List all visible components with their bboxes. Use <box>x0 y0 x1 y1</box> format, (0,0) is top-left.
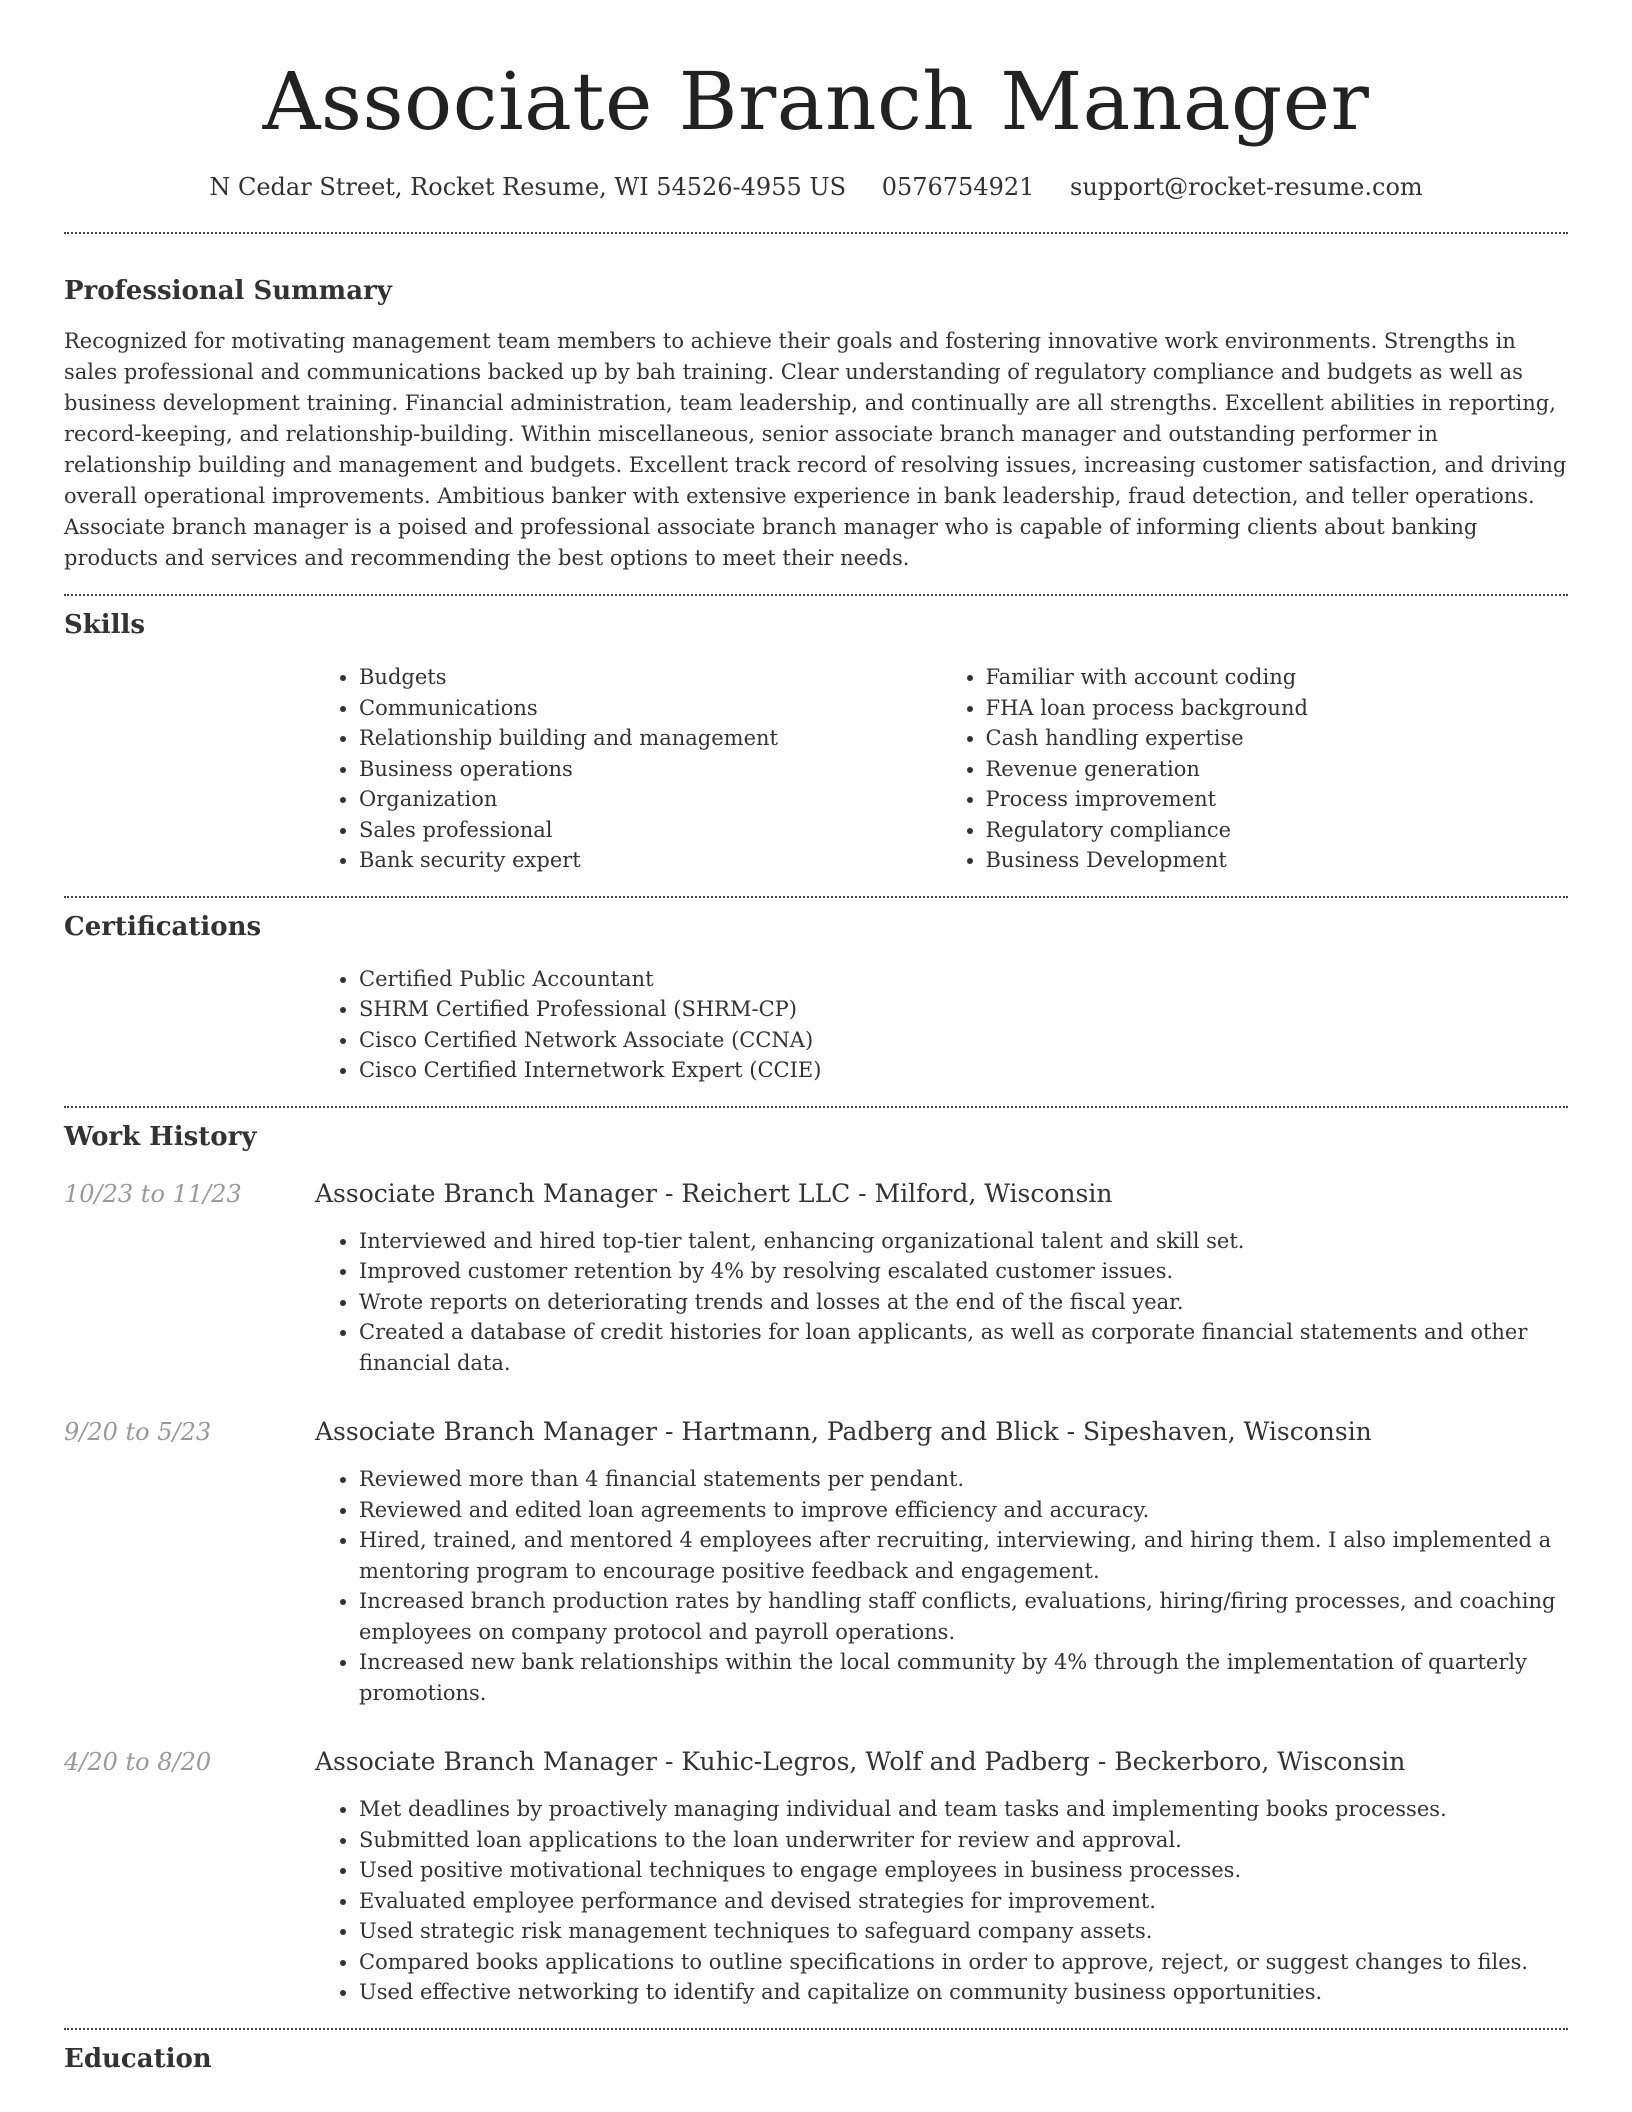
job-header <box>64 1416 1568 1448</box>
skill-item: • Bank security expert <box>359 845 942 876</box>
certifications-heading: Certifications <box>64 911 262 942</box>
job-header <box>64 1746 1568 1778</box>
certification-item: • Cisco Certified Internetwork Expert (CCIE) <box>359 1055 1568 1086</box>
certification-item: • Cisco Certified Network Associate (CCNA) <box>359 1025 1568 1056</box>
job-bullet: • Reviewed more than 4 financial statements per pendant. <box>359 1464 1568 1495</box>
section-divider <box>64 896 1568 898</box>
job-bullet: • Wrote reports on deteriorating trends and losses at the end of the fiscal year. <box>359 1287 1568 1318</box>
skills-heading: Skills <box>64 610 146 640</box>
contact-address: N Cedar Street, Rocket Resume, WI 54526-4955 US <box>209 173 847 201</box>
job-bullets <box>315 1226 1568 1379</box>
job-entry <box>64 1178 1568 1379</box>
resume-name: Associate Branch Manager <box>262 55 1370 148</box>
skill-item: • Business operations <box>359 754 942 785</box>
skill-item: • FHA loan process background <box>986 693 1569 724</box>
section-divider <box>64 594 1568 596</box>
job-bullet: • Evaluated employee performance and devised strategies for improvement. <box>359 1886 1568 1917</box>
certification-item: • Certified Public Accountant <box>359 964 1568 995</box>
job-bullet: • Increased branch production rates by handling staff conflicts, evaluations, hiring/firing processes, and coaching employees on company protocol and payroll operations. <box>359 1586 1568 1647</box>
skills-list <box>315 662 1568 876</box>
job-bullet: • Met deadlines by proactively managing individual and team tasks and implementing books processes. <box>359 1794 1568 1825</box>
skill-item: • Cash handling expertise <box>986 723 1569 754</box>
skill-item: • Regulatory compliance <box>986 815 1569 846</box>
summary-heading: Professional Summary <box>64 276 392 306</box>
job-bullet: • Increased new bank relationships within the local community by 4% through the implementation of quarterly promotions. <box>359 1647 1568 1708</box>
job-bullets <box>315 1464 1568 1708</box>
certifications-list <box>315 964 1568 1086</box>
job-bullet: • Used strategic risk management techniques to safeguard company assets. <box>359 1916 1568 1947</box>
job-bullet: • Hired, trained, and mentored 4 employees after recruiting, interviewing, and hiring them. I also implemented a mentoring program to encourage positive feedback and engagement. <box>359 1525 1568 1586</box>
job-bullet: • Submitted loan applications to the loan underwriter for review and approval. <box>359 1825 1568 1856</box>
skill-item: • Budgets <box>359 662 942 693</box>
job-title: Associate Branch Manager - Kuhic-Legros, Wolf and Padberg - Beckerboro, Wisconsin <box>315 1747 1406 1776</box>
job-bullet: • Reviewed and edited loan agreements to improve efficiency and accuracy. <box>359 1495 1568 1526</box>
skill-item: • Familiar with account coding <box>986 662 1569 693</box>
job-bullet: • Improved customer retention by 4% by resolving escalated customer issues. <box>359 1256 1568 1287</box>
job-title: Associate Branch Manager - Reichert LLC - Milford, Wisconsin <box>315 1178 1113 1208</box>
education-heading: Education <box>64 2043 212 2074</box>
job-bullet: • Interviewed and hired top-tier talent, enhancing organizational talent and skill set. <box>359 1226 1568 1257</box>
resume-page <box>64 0 1568 2076</box>
skill-item: • Business Development <box>986 845 1569 876</box>
skills-left-column <box>315 662 942 876</box>
skills-right-column <box>942 662 1569 876</box>
skill-item: • Process improvement <box>986 784 1569 815</box>
section-divider <box>64 2028 1568 2030</box>
job-dates: 4/20 to 8/20 <box>64 1748 212 1776</box>
job-entry <box>64 1416 1568 1708</box>
job-bullet: • Compared books applications to outline specifications in order to approve, reject, or suggest changes to files. <box>359 1947 1568 1978</box>
job-title: Associate Branch Manager - Hartmann, Padberg and Blick - Sipeshaven, Wisconsin <box>315 1417 1372 1446</box>
job-bullet: • Created a database of credit histories for loan applicants, as well as corporate financial statements and other financial data. <box>359 1317 1568 1378</box>
job-bullets <box>315 1794 1568 2008</box>
job-entry <box>64 1746 1568 2008</box>
job-bullet: • Used positive motivational techniques to engage employees in business processes. <box>359 1855 1568 1886</box>
contact-email: support@rocket-resume.com <box>1070 173 1423 201</box>
skill-item: • Revenue generation <box>986 754 1569 785</box>
summary-text: Recognized for motivating management team members to achieve their goals and fostering innovative work environments. Strengths in sales professional and communications backed up by bah training. Clear understanding of regulatory compliance and budgets as well as business development training. Financial administration, team leadership, and continually are all strengths. Excellent abilities in reporting, record-keeping, and relationship-building. Within miscellaneous, senior associate branch manager and outstanding performer in relationship building and management and budgets. Excellent track record of resolving issues, increasing customer satisfaction, and driving overall operational improvements. Ambitious banker with extensive experience in bank leadership, fraud detection, and teller operations. Associate branch manager is a poised and professional associate branch manager who is capable of informing clients about banking products and services and recommending the best options to meet their needs. <box>64 329 1567 570</box>
skill-item: • Relationship building and management <box>359 723 942 754</box>
job-header <box>64 1178 1568 1210</box>
certification-item: • SHRM Certified Professional (SHRM-CP) <box>359 994 1568 1025</box>
section-divider <box>64 1106 1568 1108</box>
job-dates: 10/23 to 11/23 <box>64 1179 242 1208</box>
work-history-heading: Work History <box>64 1121 257 1152</box>
contact-phone: 0576754921 <box>881 173 1035 201</box>
skill-item: • Organization <box>359 784 942 815</box>
job-bullet: • Used effective networking to identify and capitalize on community business opportunities. <box>359 1977 1568 2008</box>
contact-line <box>64 172 1568 202</box>
skill-item: • Sales professional <box>359 815 942 846</box>
section-divider <box>64 232 1568 234</box>
job-dates: 9/20 to 5/23 <box>64 1418 212 1446</box>
skill-item: • Communications <box>359 693 942 724</box>
